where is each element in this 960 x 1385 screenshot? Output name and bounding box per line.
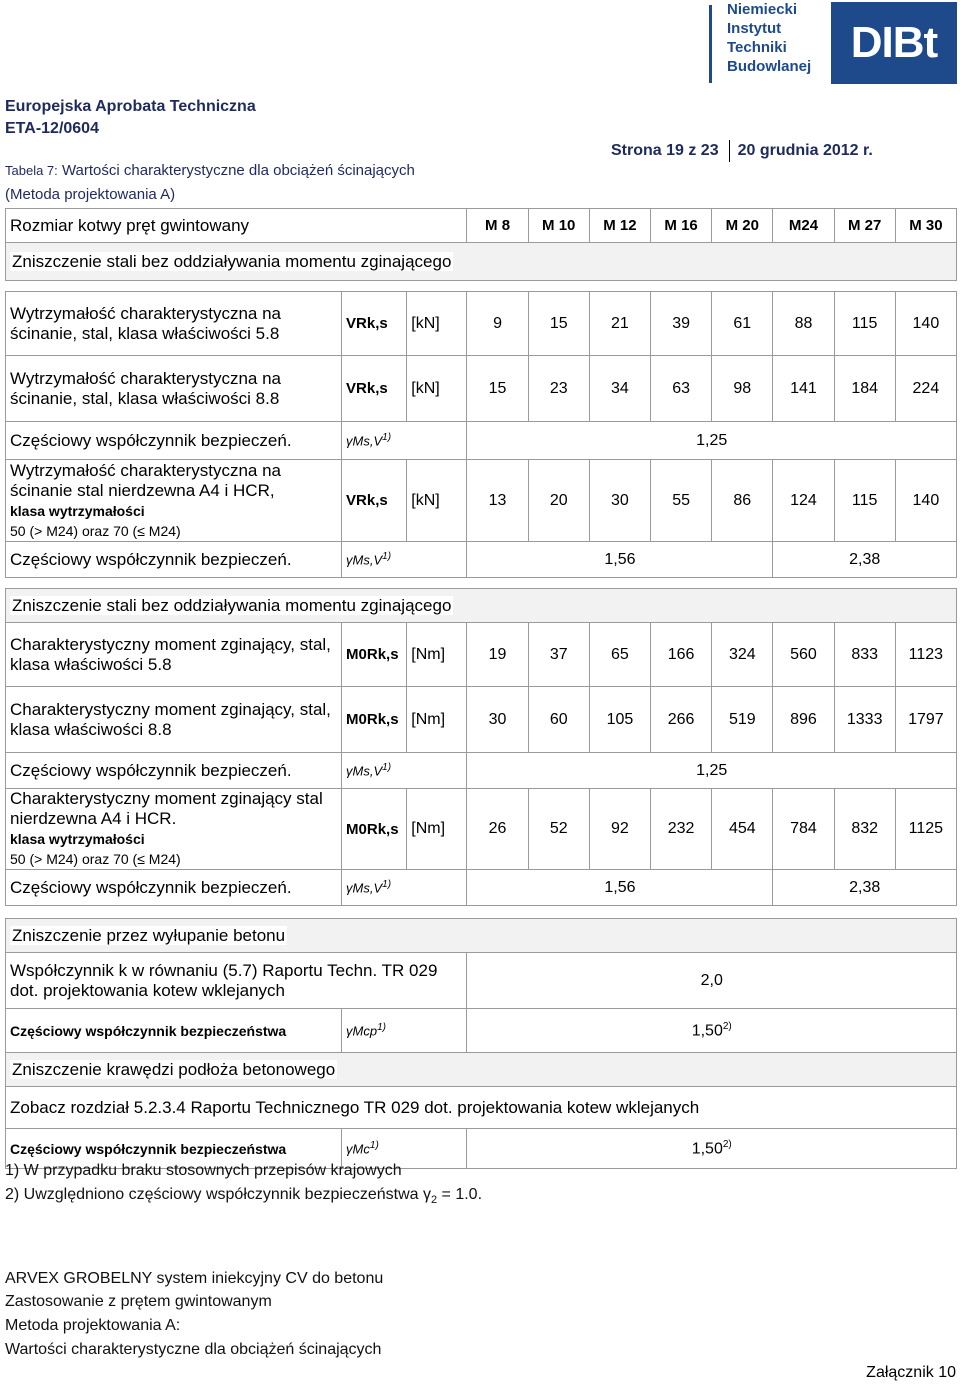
cell-value: 1,56 [467, 542, 773, 578]
page-info-divider [729, 140, 730, 162]
cell-value: 1,25 [467, 753, 957, 789]
row-symbol: M0Rk,s [342, 687, 407, 753]
size-m12: M 12 [589, 209, 650, 243]
footer-line-2: Zastosowanie z prętem gwintowanym [5, 1293, 272, 1310]
cell-value: 2,0 [467, 953, 957, 1009]
size-m8: M 8 [467, 209, 528, 243]
row-label: Częściowy współczynnik bezpieczeń. [6, 542, 342, 578]
cell-value: 30 [589, 460, 650, 542]
row-label: Częściowy współczynnik bezpieczeń. [6, 422, 342, 460]
cell-value: 98 [712, 356, 773, 422]
gap-row [6, 578, 957, 589]
eta-number: ETA-12/0604 [5, 120, 99, 137]
cell-value: 1,25 [467, 422, 957, 460]
cell-value: 184 [834, 356, 895, 422]
cell-value: 65 [589, 623, 650, 687]
row-symbol: M0Rk,s [342, 789, 407, 870]
dibt-logo [709, 0, 960, 85]
cell-value: 23 [528, 356, 589, 422]
cell-value: 15 [528, 292, 589, 356]
logo-line-3: Techniki [727, 39, 787, 56]
section-row [6, 1053, 957, 1087]
cell-value: 1125 [895, 789, 956, 870]
row-symbol: VRk,s [342, 292, 407, 356]
method-label: (Metoda projektowania A) [5, 186, 176, 203]
cell-value: 784 [773, 789, 834, 870]
row-symbol [342, 753, 467, 789]
row-label: Częściowy współczynnik bezpieczeń. [6, 753, 342, 789]
cell-value: 20 [528, 460, 589, 542]
table-row [6, 789, 957, 870]
row-label-sub: 50 (> M24) oraz 70 (≤ M24) [10, 522, 181, 539]
footnote-ref: 1) [382, 551, 392, 563]
cell-value: 34 [589, 356, 650, 422]
row-unit: [kN] [407, 292, 467, 356]
size-m27: M 27 [834, 209, 895, 243]
cell-value: 832 [834, 789, 895, 870]
row-label: Wytrzymałość charakterystyczna na ścinanie, stal, klasa właściwości 5.8 [6, 292, 342, 356]
table-row [6, 292, 957, 356]
footnote-ref: 2) [722, 1020, 732, 1032]
size-label: Rozmiar kotwy pręt gwintowany [6, 209, 467, 243]
table-row [6, 460, 957, 542]
cell-value: 833 [834, 623, 895, 687]
row-symbol [342, 1009, 467, 1053]
footnote-2 [5, 1186, 482, 1206]
cell-value: 141 [773, 356, 834, 422]
value-text: 1,50 [691, 1140, 723, 1158]
row-unit: [kN] [407, 460, 467, 542]
row-symbol: M0Rk,s [342, 623, 407, 687]
cell-value: 21 [589, 292, 650, 356]
row-label-sub: klasa wytrzymałości [10, 502, 145, 519]
footnote-ref: 1) [377, 1022, 387, 1034]
row-label: Charakterystyczny moment zginający, stal, klasa właściwości 5.8 [6, 623, 342, 687]
table-row [6, 1087, 957, 1129]
row-label-sub: 50 (> M24) oraz 70 (≤ M24) [10, 851, 181, 867]
row-label: Współczynnik k w równaniu (5.7) Raportu Techn. TR 029 dot. projektowania kotew wklejanych [6, 953, 467, 1009]
cell-value: 39 [651, 292, 712, 356]
cell-value: 1123 [895, 623, 956, 687]
gamma-symbol: γMcp [346, 1023, 378, 1039]
row-label: Wytrzymałość charakterystyczna na ścinanie, stal, klasa właściwości 8.8 [6, 356, 342, 422]
row-symbol [342, 870, 467, 906]
gamma-symbol: γMs,V [346, 880, 383, 896]
cell-value [467, 1009, 957, 1053]
logo-line-2: Instytut [727, 20, 782, 37]
cell-value: 896 [773, 687, 834, 753]
section-pryout [6, 919, 957, 953]
section-row [6, 919, 957, 953]
section-edge [6, 1053, 957, 1087]
section-row [6, 243, 957, 281]
cell-value: 124 [773, 460, 834, 542]
cell-value: 60 [528, 687, 589, 753]
logo-bar [709, 5, 712, 83]
cell-value: 1,56 [467, 870, 773, 906]
section-title: Zniszczenie przez wyłupanie betonu [12, 925, 286, 945]
cell-value: 105 [589, 687, 650, 753]
row-label-main: Charakterystyczny moment zginający stal nierdzewna A4 i HCR. [10, 789, 323, 828]
cell-value: 560 [773, 623, 834, 687]
gamma-symbol: γMs,V [346, 433, 383, 449]
cell-value: 61 [712, 292, 773, 356]
cell-value: 26 [467, 789, 528, 870]
table-row [6, 753, 957, 789]
footnote-2-text: 2) Uwzględniono częściowy współczynnik bezpieczeństwa γ [5, 1186, 431, 1203]
footnote-ref: 1) [382, 879, 392, 891]
gamma-symbol: γMc [346, 1141, 370, 1157]
cell-value: 140 [895, 460, 956, 542]
footnote-ref: 2) [722, 1138, 732, 1150]
cell-value: 1797 [895, 687, 956, 753]
page-number: Strona 19 z 23 [611, 142, 719, 160]
row-symbol: VRk,s [342, 356, 407, 422]
cell-value: 266 [651, 687, 712, 753]
footnote-2-subscript: 2 [430, 1194, 438, 1207]
gamma-symbol: γMs,V [346, 763, 383, 779]
section-title: Zniszczenie krawędzi podłoża betonowego [12, 1059, 336, 1079]
cell-value [467, 1129, 957, 1169]
table-caption-prefix: Tabela 7: [5, 163, 58, 178]
cell-value: 2,38 [773, 870, 957, 906]
row-unit: [kN] [407, 356, 467, 422]
footnote-ref: 1) [382, 762, 392, 774]
cell-value: 1333 [834, 687, 895, 753]
table-row [6, 422, 957, 460]
table-row [6, 870, 957, 906]
cell-value: 52 [528, 789, 589, 870]
table-row [6, 687, 957, 753]
cell-value: 140 [895, 292, 956, 356]
row-label-sub: klasa wytrzymałości [10, 831, 145, 847]
page-info [611, 140, 873, 162]
table-row [6, 356, 957, 422]
row-unit: [Nm] [407, 623, 467, 687]
footer-line-1: ARVEX GROBELNY system iniekcyjny CV do betonu [5, 1270, 384, 1287]
row-label: Częściowy współczynnik bezpieczeństwa [6, 1129, 342, 1169]
section-steel-no-moment-2 [6, 589, 957, 623]
gap-row [6, 281, 957, 292]
row-label-main: Wytrzymałość charakterystyczna na ścinanie stal nierdzewna A4 i HCR, [10, 460, 281, 500]
cell-value: 15 [467, 356, 528, 422]
footnote-ref: 1) [369, 1140, 379, 1152]
table-caption [5, 162, 415, 179]
row-unit: [Nm] [407, 789, 467, 870]
shear-values-table [5, 208, 957, 1169]
footnote-ref: 1) [382, 432, 392, 444]
cell-value: 92 [589, 789, 650, 870]
size-m16: M 16 [651, 209, 712, 243]
table-row [6, 1009, 957, 1053]
document-date: 20 grudnia 2012 r. [737, 142, 873, 160]
table-row [6, 953, 957, 1009]
cell-value: 30 [467, 687, 528, 753]
annex-label: Załącznik 10 [866, 1364, 956, 1381]
cell-value: 2,38 [773, 542, 957, 578]
cell-value: 232 [651, 789, 712, 870]
cell-value: 86 [712, 460, 773, 542]
logo-line-1: Niemiecki [727, 1, 798, 18]
section-title: Zniszczenie stali bez oddziaływania momentu zginającego [12, 595, 452, 615]
cell-value: 324 [712, 623, 773, 687]
reference-text: Zobacz rozdział 5.2.3.4 Raportu Technicznego TR 029 dot. projektowania kotew wklejanych [6, 1087, 957, 1129]
size-m24: M24 [773, 209, 834, 243]
cell-value: 166 [651, 623, 712, 687]
cell-value: 19 [467, 623, 528, 687]
row-symbol [342, 422, 467, 460]
section-row [6, 589, 957, 623]
row-unit: [Nm] [407, 687, 467, 753]
size-header-row [6, 209, 957, 243]
section-title: Zniszczenie stali bez oddziaływania momentu zginającego [12, 251, 452, 271]
cell-value: 224 [895, 356, 956, 422]
cell-value: 454 [712, 789, 773, 870]
footnote-2-end: = 1.0. [437, 1186, 483, 1203]
cell-value: 519 [712, 687, 773, 753]
row-label: Częściowy współczynnik bezpieczeństwa [6, 1009, 342, 1053]
size-m10: M 10 [528, 209, 589, 243]
row-label: Charakterystyczny moment zginający, stal, klasa właściwości 8.8 [6, 687, 342, 753]
cell-value: 55 [651, 460, 712, 542]
cell-value: 115 [834, 460, 895, 542]
cell-value: 115 [834, 292, 895, 356]
row-symbol: VRk,s [342, 460, 407, 542]
cell-value: 37 [528, 623, 589, 687]
size-m30: M 30 [895, 209, 956, 243]
footnote-1: 1) W przypadku braku stosownych przepisów krajowych [5, 1162, 402, 1179]
cell-value: 63 [651, 356, 712, 422]
row-label [6, 789, 342, 870]
logo-text [727, 0, 811, 76]
section-steel-no-moment-1 [6, 243, 957, 281]
table-caption-text: Wartości charakterystyczne dla obciążeń ścinających [61, 162, 415, 179]
row-symbol [342, 542, 467, 578]
gap-row [6, 906, 957, 919]
table-row [6, 542, 957, 578]
logo-line-4: Budowlanej [727, 58, 812, 75]
row-label [6, 460, 342, 542]
size-m20: M 20 [712, 209, 773, 243]
logo-mark: DIBt [831, 2, 957, 84]
footer-line-4: Wartości charakterystyczne dla obciążeń ścinających [5, 1341, 382, 1358]
document-title: Europejska Aprobata Techniczna [5, 98, 256, 115]
footer-line-3: Metoda projektowania A: [5, 1317, 181, 1334]
row-label: Częściowy współczynnik bezpieczeń. [6, 870, 342, 906]
cell-value: 13 [467, 460, 528, 542]
cell-value: 88 [773, 292, 834, 356]
gamma-symbol: γMs,V [346, 552, 383, 568]
value-text: 1,50 [691, 1022, 723, 1040]
cell-value: 9 [467, 292, 528, 356]
table-row [6, 623, 957, 687]
